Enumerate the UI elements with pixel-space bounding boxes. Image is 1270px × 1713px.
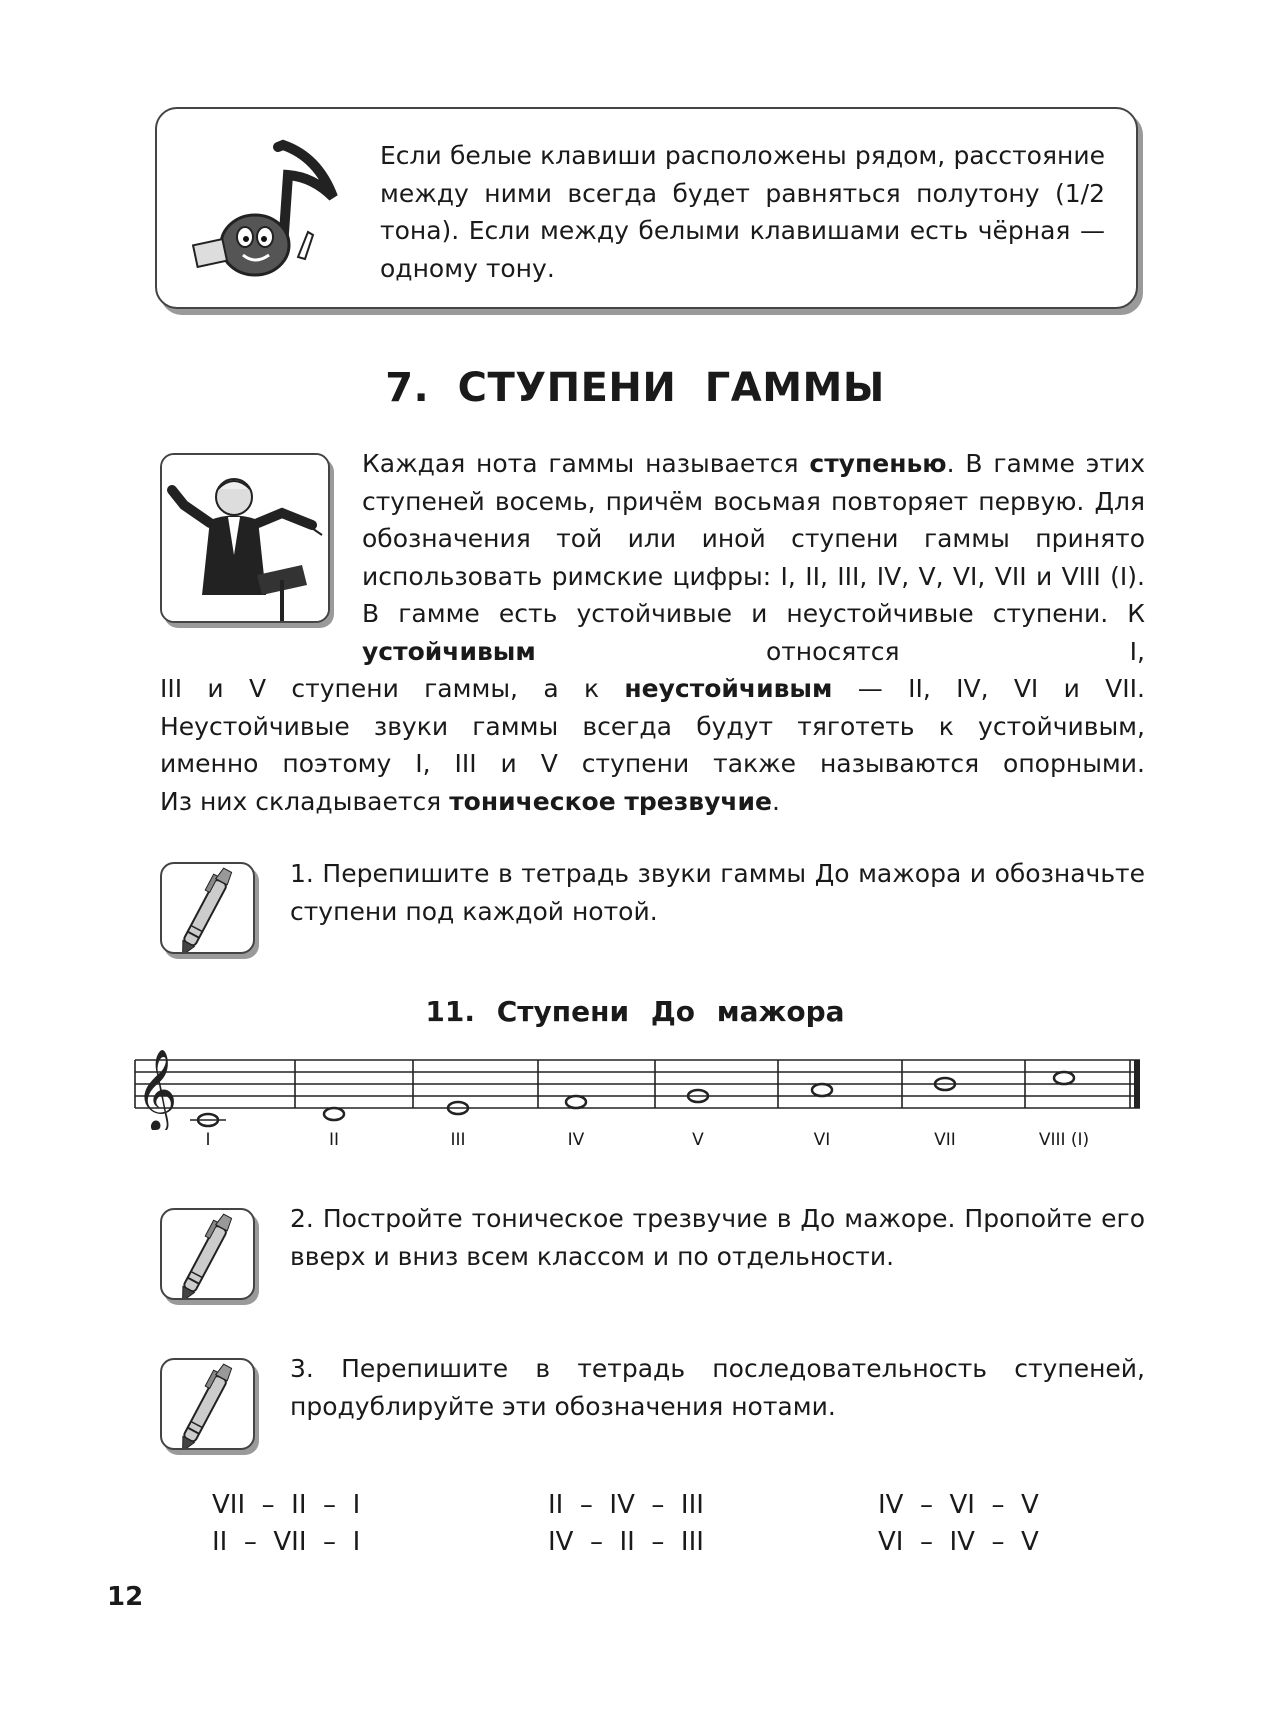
sequence: II – VII – I [212, 1527, 361, 1557]
pen-icon [162, 1360, 253, 1448]
paragraph-text: относятся I, [535, 636, 1145, 666]
paragraph-text: Каждая нота гаммы называется [362, 449, 810, 478]
task-2: 2. Постройте тоническое трезвучие в До мажоре. Пропойте его вверх и вниз всем классом и по отдельности. [290, 1204, 1145, 1271]
term-tonic-triad: тоническое трезвучие [449, 786, 773, 816]
degree-label: VI [813, 1130, 831, 1150]
tip-text: Если белые клавиши расположены рядом, расстояние между ними всегда будет равняться полутону (1/2 тона). Если между белыми клавишами есть чёрная — одному тону. [380, 141, 1105, 283]
sequence: VI – IV – V [878, 1527, 1039, 1557]
term-stable: устойчивым [362, 636, 536, 666]
paragraph-line: Неустойчивые звуки гаммы всегда будут тяготеть к устойчивым, [160, 711, 1145, 741]
degree-label: I [205, 1130, 211, 1150]
sequence: II – IV – III [548, 1490, 704, 1520]
paragraph-text: III и V ступени гаммы, а к [160, 674, 625, 703]
whole-note [1054, 1072, 1074, 1084]
whole-note [324, 1108, 344, 1120]
music-note-character-icon [183, 137, 348, 287]
term-unstable: неустойчивым [624, 674, 833, 703]
task-1: 1. Перепишите в тетрадь звуки гаммы До мажора и обозначьте ступени под каждой нотой. [290, 859, 1145, 926]
sequence: VII – II – I [212, 1490, 361, 1520]
paragraph-text: . [772, 786, 780, 816]
pen-icon-box [160, 1358, 255, 1450]
degree-label: III [450, 1130, 466, 1150]
page-title: 7. СТУПЕНИ ГАММЫ [385, 365, 885, 411]
paragraph-bottom [160, 670, 1145, 820]
task-3: 3. Перепишите в тетрадь последовательность ступеней, продублируйте эти обозначения нотами. [290, 1354, 1145, 1421]
degree-label: VIII (I) [1038, 1130, 1090, 1150]
paragraph-top [362, 445, 1145, 670]
paragraph-text: — II, IV, VI и VII. [832, 674, 1145, 703]
figure-title: 11. Ступени До мажора [425, 995, 845, 1028]
pen-icon [162, 864, 253, 952]
paragraph-line [160, 783, 1145, 821]
paragraph-text: Из них складывается [160, 786, 450, 816]
sequence: IV – VI – V [878, 1490, 1039, 1520]
paragraph-line: именно поэтому I, III и V ступени также называются опорными. [160, 749, 1145, 778]
page-number: 12 [107, 1582, 144, 1612]
sequence: IV – II – III [548, 1527, 704, 1557]
conductor-icon-box [160, 453, 330, 623]
conductor-icon [162, 455, 328, 621]
whole-notes [190, 1072, 1074, 1126]
degree-label: V [692, 1130, 704, 1150]
degree-label: II [328, 1130, 340, 1150]
whole-note [566, 1096, 586, 1108]
pen-icon-box [160, 862, 255, 954]
paragraph-text: . В гамме этих ступеней восемь, причём восьмая повторяет первую. Для обозначения той или иной ступени гаммы принято использовать римские цифры: I, II, III, IV, V, VI, VII и VIII (I). В гамме есть устойчивые и неустойчивые ступени. К [362, 449, 1146, 628]
whole-note [812, 1084, 832, 1096]
paragraph-line [160, 670, 1145, 708]
pen-icon-box [160, 1208, 255, 1300]
treble-clef-icon: 𝄞 [136, 1048, 178, 1130]
term-step: ступенью [809, 449, 947, 478]
degree-label: VII [934, 1130, 956, 1150]
music-staff [130, 1040, 1150, 1130]
degree-label: IV [567, 1130, 585, 1150]
pen-icon [162, 1210, 253, 1298]
